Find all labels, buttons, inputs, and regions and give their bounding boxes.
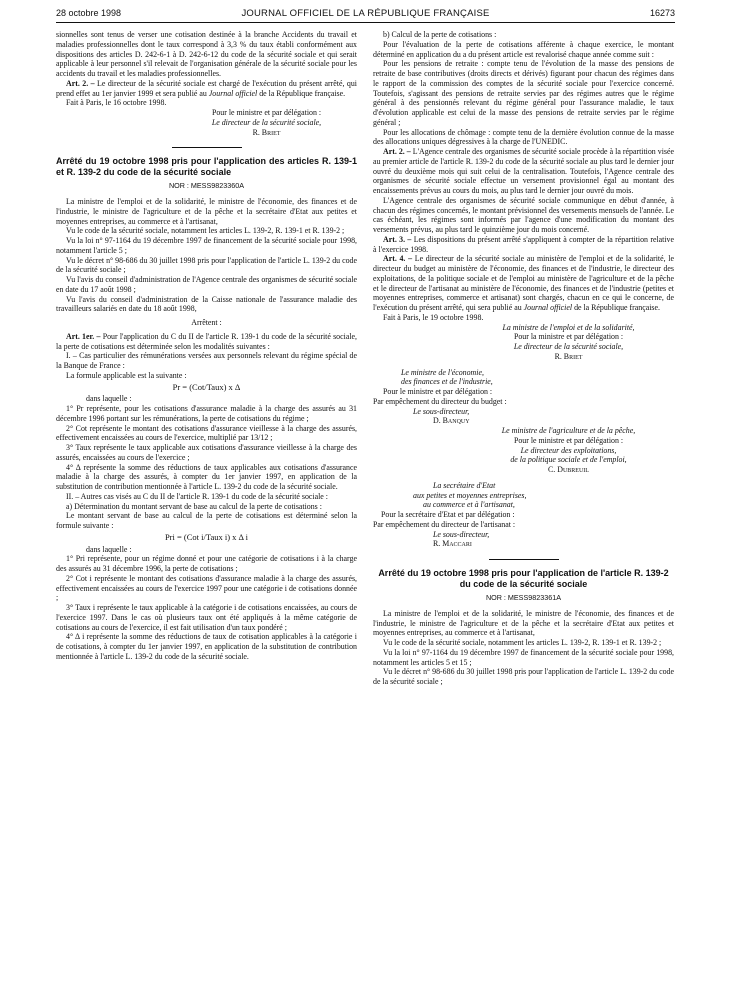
- separator: [489, 559, 559, 560]
- paragraph: Vu le décret n° 98-686 du 30 juillet 1998 pris pour l'application de l'article L. 139-2 du code de la sécurité sociale ;: [56, 255, 357, 275]
- formula: Pr = (Cot/Taux) x Δ: [172, 381, 241, 392]
- paragraph: 4° Δ représente la somme des réductions de taux applicables aux cotisations d'assurance maladie à la charge des assurés, à compter du 1er janvier 1997, en application de la substitution de contribution mentionnée à l'article L. 139-2 du code de la sécurité sociale.: [56, 462, 357, 491]
- header-rule: [56, 22, 675, 23]
- paragraph: b) Calcul de la perte de cotisations :: [383, 30, 497, 39]
- paragraph: dans laquelle :: [86, 394, 132, 404]
- article-text: Les dispositions du présent arrêté s'appliquent à compter de la répartition relative à l'exercice 1998.: [373, 234, 674, 254]
- signatory-name: R. Maccari: [433, 539, 472, 549]
- signatory-name: R. Briet: [252, 127, 281, 137]
- signature-line: Le directeur de la sécurité sociale,: [211, 117, 322, 127]
- paragraph: a) Détermination du montant servant de base au calcul de la perte de cotisations :: [66, 501, 322, 511]
- decree-title: Arrêté du 19 octobre 1998 pris pour l'application des articles R. 139-1 et R. 139-2 du code de la sécurité sociale: [56, 156, 357, 177]
- article-4: [373, 254, 674, 313]
- formula: Pri = (Cot i/Taux i) x Δ i: [164, 531, 249, 542]
- paragraph: sionnelles sont tenus de verser une cotisation destinée à la branche Accidents du travail et maladies professionnelles dont le taux correspond à 3,3 % du taux établi conformément aux dispositions des articles D. 242-6-1 à D. 242-6-12 du code de la sécurité sociale et qui serait applicable à leur personnel s'il relevait de l'organisation générale de la sécurité sociale pour les accidents du travail et les maladies professionnelles.: [56, 30, 357, 78]
- nor-reference: NOR : MESS9823361A: [485, 593, 562, 602]
- signature-line: Pour la secrétaire d'Etat et par délégation :: [381, 510, 515, 519]
- article-label: Art. 2. –: [66, 78, 95, 88]
- paragraph: La formule applicable est la suivante :: [66, 370, 187, 380]
- left-column: [56, 30, 357, 662]
- paragraph: Vu le code de la sécurité sociale, notamment les articles L. 139-2, R. 139-1 et R. 139-2 ;: [66, 226, 345, 236]
- article-label: Art. 4. –: [383, 254, 413, 264]
- article-label: Art. 3. –: [383, 234, 412, 244]
- signature-line: Le sous-directeur,: [413, 406, 470, 416]
- signatory-name: R. Briet: [554, 351, 583, 361]
- paragraph: Vu le décret n° 98-686 du 30 juillet 1998 pris pour l'application de l'article L. 139-2 du code de la sécurité sociale ;: [373, 667, 674, 686]
- signature-line: aux petites et moyennes entreprises,: [413, 490, 527, 500]
- signature-block: [463, 426, 674, 475]
- fait-line: Fait à Paris, le 19 octobre 1998.: [383, 312, 484, 322]
- paragraph: La ministre de l'emploi et de la solidarité, le ministre de l'économie, des finances et de l'industrie, le ministre de l'agriculture et de la pêche et la secrétaire d'Etat aux petites et moyennes entreprises, au commerce et à l'artisanat,: [373, 608, 674, 638]
- journal-ref: Journal officiel: [208, 88, 258, 98]
- paragraph: 3° Taux représente le taux applicable aux cotisations d'assurance vieillesse à la charge des assurés, encaissées au cours de l'exercice ;: [56, 443, 357, 462]
- article-2: [56, 79, 357, 99]
- article-text: Pour l'application du C du II de l'article R. 139-1 du code de la sécurité sociale, la perte de cotisations est déterminée selon les modalités suivantes :: [56, 331, 357, 351]
- fait-line: Fait à Paris, le 16 octobre 1998.: [66, 98, 167, 108]
- header-journal-title: JOURNAL OFFICIEL DE LA RÉPUBLIQUE FRANÇAISE: [241, 8, 490, 19]
- article-text: L'Agence centrale des organismes de sécurité sociale procède à la répartition visée au premier article de l'article R. 139-2 du code de la sécurité sociale au plus tard le dernier jour ouvré du deuxième mois qui suit celui de la centralisation. Toutefois, l'Agence centrale des organismes de sécurité sociale effectue un versement provisionnel égal au montant des encaissements prévus au cours du mois, au plus tard le dernier jour ouvré du mois.: [373, 147, 674, 195]
- separator: [172, 147, 242, 148]
- paragraph: 1° Pr représente, pour les cotisations d'assurance maladie à la charge des assurés au 31 décembre 1996 portant sur les rémunérations, la perte de cotisations du régime ;: [56, 404, 357, 423]
- right-column: [373, 30, 674, 687]
- article-1: [56, 332, 357, 352]
- signatory-name: D. Banquy: [433, 416, 470, 426]
- signature-block: [463, 323, 674, 362]
- journal-ref: Journal officiel: [523, 303, 573, 312]
- paragraph: Vu l'avis du conseil d'administration de la Caisse nationale de l'assurance maladie des travailleurs salariés en date du 18 août 1998,: [56, 294, 357, 314]
- signature-line: Par empêchement du directeur de l'artisanat :: [373, 519, 516, 529]
- article-label: Art. 1er. –: [66, 331, 101, 341]
- article-text: Le directeur de la sécurité sociale au ministère de l'emploi et de la solidarité, le directeur du budget au ministère de l'économie, des finances et de l'industrie, le directeur des exploitations, de la politique sociale et de l'emploi au ministère de l'agriculture et de la pêche et le directeur de l'artisanat au ministère de l'économie, des finances et de l'industrie (petites et moyennes entreprises, commerce et artisanat) sont chargés, chacun en ce qui le concerne, de l'exécution du présent arrêté, qui sera publié au: [373, 254, 674, 312]
- paragraph: Pour les pensions de retraite : compte tenu de l'évolution de la masse des pensions de retraite de base contributives (droits directs et dérivés) figurant pour chacun des régimes dans le rapport de la commission des comptes de la sécurité sociale pour l'exercice concerné. Toutefois, s'agissant des pensions de retraite servies par des régimes autres que le régime général à des pensionnés relevant du régime général pour l'assurance maladie, le taux d'évolution applicable est celui de la masse des pensions de retraite servies par le régime général ;: [373, 59, 674, 127]
- signature-line: La secrétaire d'Etat: [433, 480, 496, 490]
- signature-line: Le ministre de l'agriculture et de la pêche,: [501, 426, 636, 435]
- article-text: de la République française.: [574, 303, 660, 312]
- signature-line: La ministre de l'emploi et de la solidarité,: [502, 322, 635, 332]
- signature-line: Le directeur de la sécurité sociale,: [513, 342, 624, 351]
- signature-line: des finances et de l'industrie,: [401, 377, 493, 387]
- header-page-number: 16273: [649, 8, 675, 18]
- signature-line: Le sous-directeur,: [433, 529, 490, 539]
- header-date: 28 octobre 1998: [56, 8, 122, 18]
- arretent-heading: Arrêtent :: [191, 318, 222, 327]
- paragraph: Vu le code de la sécurité sociale, notamment les articles L. 139-2, R. 139-1 et R. 139-2 ;: [383, 638, 662, 647]
- article-text: de la République française.: [259, 88, 346, 98]
- signature-line: Le directeur des exploitations,: [520, 445, 617, 455]
- signature-block: [176, 108, 357, 137]
- article-label: Art. 2. –: [383, 147, 411, 156]
- paragraph: Vu l'avis du conseil d'administration de l'Agence centrale des organismes de sécurité sociale en date du 17 août 1998 ;: [56, 275, 357, 294]
- paragraph: 2° Cot i représente le montant des cotisations d'assurance maladie à la charge des assurés, effectivement encaissées au cours de l'exercice 1997 pour une catégorie i de cotisations donnée ;: [56, 573, 357, 603]
- signature-line: Le ministre de l'économie,: [401, 367, 484, 377]
- paragraph: II. – Autres cas visés au C du II de l'article R. 139-1 du code de la sécurité sociale :: [66, 491, 328, 501]
- article-2: [373, 147, 674, 196]
- paragraph: Pour les allocations de chômage : compte tenu de la dernière évolution connue de la masse des allocations uniques dégressives à la charge de l'UNEDIC.: [373, 127, 674, 147]
- signature-block: [373, 481, 674, 549]
- paragraph: Pour l'évaluation de la perte de cotisations afférente à chaque exercice, le montant déterminé en application du a du présent article est revalorisé chaque année comme suit :: [373, 39, 674, 59]
- paragraph: La ministre de l'emploi et de la solidarité, le ministre de l'économie, des finances et de l'industrie, le ministre de l'agriculture et de la pêche et la secrétaire d'Etat aux petites et moyennes entreprises, au commerce et à l'artisanat,: [56, 197, 357, 226]
- paragraph: L'Agence centrale des organismes de sécurité sociale communique en début d'année, à chacun des régimes concernés, le montant prévisionnel des versements mensuels de l'année. Le cas échéant, les régimes sont informés par l'agence d'une modification du montant des versements prévus, au plus tard le quinzième jour du mois concerné.: [373, 195, 674, 234]
- signature-line: Pour la ministre et par délégation :: [513, 332, 624, 342]
- paragraph: 2° Cot représente le montant des cotisations d'assurance vieillesse à la charge des assurés, effectivement encaissées au cours de l'exercice, multiplié par 13/12 ;: [56, 423, 357, 443]
- paragraph: Vu la loi n° 97-1164 du 19 décembre 1997 de financement de la sécurité sociale pour 1998, notamment les articles 5 et 15 ;: [373, 647, 674, 667]
- paragraph: Le montant servant de base au calcul de la perte de cotisations est déterminé selon la formule suivante :: [56, 511, 357, 530]
- paragraph: 4° Δ i représente la somme des réductions de taux de cotisation applicables à la catégorie i de cotisations, à compter du 1er janvier 1997, en application de la substitution de contribution mentionnée à l'article L. 139-2 du code de la sécurité sociale.: [56, 632, 357, 661]
- article-text: Le directeur de la sécurité sociale est chargé de l'exécution du présent arrêté, qui prend effet au 1er janvier 1999 et sera publié au: [56, 78, 357, 98]
- paragraph: dans laquelle :: [86, 544, 132, 554]
- paragraph: Vu la loi n° 97-1164 du 19 décembre 1997 de financement de la sécurité sociale pour 1998, notamment l'article 5 ;: [56, 236, 357, 255]
- decree-title: Arrêté du 19 octobre 1998 pris pour l'application de l'article R. 139-2 du code de la sécurité sociale: [378, 568, 669, 589]
- signature-line: au commerce et à l'artisanat,: [423, 500, 515, 510]
- nor-reference: NOR : MESS9823360A: [168, 181, 245, 191]
- article-3: [373, 235, 674, 255]
- page-header: [56, 8, 675, 22]
- paragraph: 1° Pri représente, pour un régime donné et pour une catégorie de cotisations i à la charge des assurés au 31 décembre 1996, la perte de cotisations ;: [56, 554, 357, 573]
- paragraph: I. – Cas particulier des rémunérations versées aux personnels relevant du régime spécial de la Banque de France :: [56, 351, 357, 370]
- signature-line: Pour le ministre et par délégation :: [383, 387, 493, 396]
- signatory-name: C. Dubreuil: [548, 465, 589, 474]
- signature-line: Pour le ministre et par délégation :: [513, 435, 624, 445]
- paragraph: 3° Taux i représente le taux applicable à la catégorie i de cotisations encaissées, au cours de l'exercice 1997. Dans le cas où plusieurs taux ont été appliqués à la même catégorie de cotisations au cours de l'exercice, il est fait utilisation d'un taux pondéré ;: [56, 603, 357, 632]
- signature-line: de la politique sociale et de l'emploi,: [510, 455, 627, 465]
- signature-line: Par empêchement du directeur du budget :: [373, 396, 507, 406]
- signature-line: Pour le ministre et par délégation :: [211, 108, 322, 117]
- signature-block: [373, 368, 674, 427]
